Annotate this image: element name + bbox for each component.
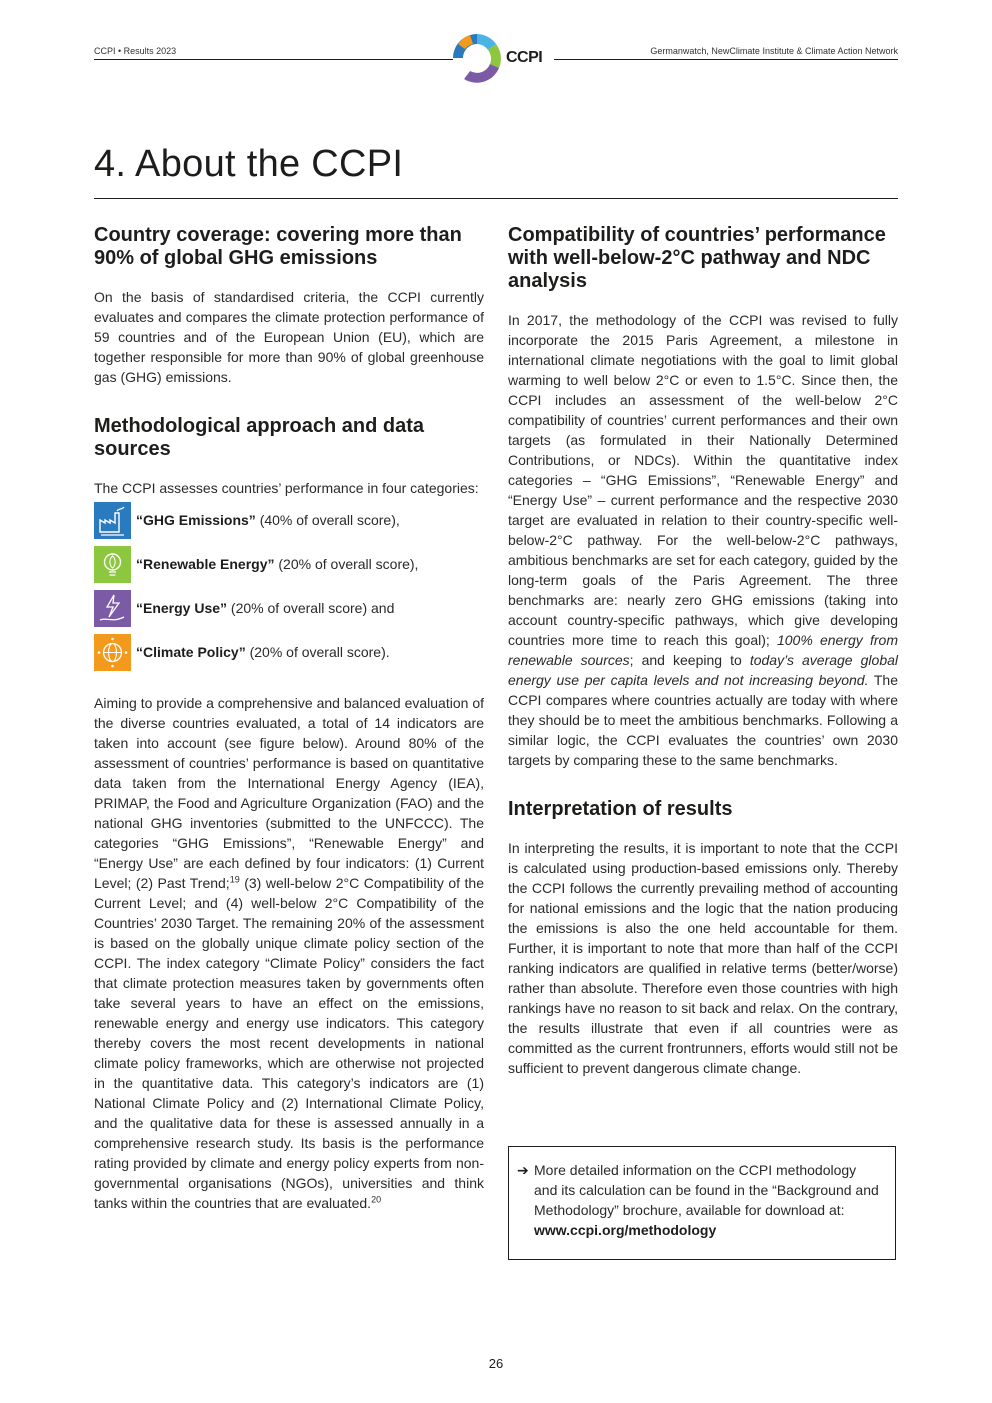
compat-paragraph: In 2017, the methodology of the CCPI was revised to fully incorporate the 2015 Paris Agreement, a milestone in international climate negotiations with the goal to limit global warming to well below 2°C or even to 1.5°C. Since then, the CCPI includes an assessment of the well-below 2°C compatibility of countries’ current performances and their own targets (as formulated in their Nationally Determined Contributions, or NDCs). Within the quantitative index categories – “GHG Emissions”, “Renewable Energy” and “Energy Use” – current performance and the respective 2030 target are evaluated in relation to their country-specific well-below-2°C pathway. For the well-below-2°C pathways, ambitious benchmarks are set for each category, guided by the long-term goals of the Paris Agreement. The three benchmarks are: nearly zero GHG emissions (taking into account country-specific pathways, which give developing countries more time to reach this goal); 100% energy from renewable sources; and keeping to today’s average global energy use per capita levels and not increasing beyond. The CCPI compares where countries actually are today with where they should be to meet the ambitious benchmarks. Following a similar logic, the CCPI evaluates the countries’ own 2030 targets by comparing these to the same benchmarks. — [508, 312, 899, 768]
category-label: “Climate Policy” (20% of overall score). — [136, 644, 390, 660]
lightbulb-leaf-icon — [94, 546, 131, 583]
globe-policy-icon — [94, 634, 131, 671]
methodology-info-box — [508, 1146, 896, 1260]
category-climate-policy — [94, 633, 484, 671]
header-rule-right — [554, 59, 898, 60]
method-heading: Methodological approach and data sources — [94, 415, 425, 460]
method-intro: The CCPI assesses countries’ performance in four categories: — [94, 480, 479, 496]
category-energy-use — [94, 589, 484, 627]
header-publishers: Germanwatch, NewClimate Institute & Climate Action Network — [650, 46, 898, 56]
methodology-link[interactable]: www.ccpi.org/methodology — [534, 1222, 717, 1238]
header-publication-label: CCPI • Results 2023 — [94, 46, 177, 56]
left-column — [94, 224, 484, 1213]
category-label: “Renewable Energy” (20% of overall score), — [136, 556, 419, 572]
right-column — [508, 224, 898, 1078]
category-ghg-emissions — [94, 501, 484, 539]
interp-heading: Interpretation of results — [508, 798, 733, 820]
compat-heading: Compatibility of countries’ performance with well-below-2°C pathway and NDC analysis — [508, 224, 886, 292]
logo-wordmark: CCPI — [506, 49, 543, 66]
title-rule — [94, 198, 898, 199]
category-list — [94, 501, 484, 671]
header-rule-left — [94, 59, 456, 60]
page-number: 26 — [488, 1356, 504, 1371]
category-renewable-energy — [94, 545, 484, 583]
aiming-paragraph: Aiming to provide a comprehensive and balanced evaluation of the diverse countries evaluated, a total of 14 indicators are taken into account (see figure below). Around 80% of the assessment of countries’ performance is based on quantitative data taken from the International Energy Agency (IEA), PRIMAP, the Food and Agriculture Organization (FAO) and the national GHG inventories (submitted to the UNFCCC). The categories “GHG Emissions”, “Renewable Energy” and “Energy Use” are each defined by four indicators: (1) Current Level; (2) Past Trend;$^{19}$ (3) well-below 2°C Compatibility of the Current Level; and (4) well-below 2°C Compatibility of the Countries’ 2030 Target. The remaining 20% of the assessment is based on the globally unique climate policy section of the CCPI. The index category “Climate Policy” considers the fact that climate protection measures taken by governments often take several years to have an effect on the emissions, renewable energy and energy use indicators. This category thereby covers the most recent developments in national climate policy frameworks, which are otherwise not projected in the quantitative data. This category’s indicators are (1) National Climate Policy and (2) International Climate Policy, and the qualitative data for these is assessed annually in a comprehensive research study. Its basis is the performance rating provided by climate and energy policy experts from non-governmental organisations (NGOs), universities and think tanks within the countries that are evaluated.$^{20}$ — [94, 695, 485, 1211]
coverage-paragraph: On the basis of standardised criteria, the CCPI currently evaluates and compares the climate protection performance of 59 countries and of the European Union (EU), which are together responsible for more than 90% of global greenhouse gas (GHG) emissions. — [94, 289, 484, 385]
page-title: 4. About the CCPI — [94, 143, 404, 185]
footnote-ref-19[interactable]: 19 — [229, 874, 240, 885]
category-label: “Energy Use” (20% of overall score) and — [136, 600, 395, 616]
arrow-right-icon: ➔ — [517, 1162, 529, 1178]
category-label: “GHG Emissions” (40% of overall score), — [136, 512, 400, 528]
factory-icon — [94, 502, 131, 539]
lightning-hand-icon — [94, 590, 131, 627]
info-text: More detailed information on the CCPI methodology and its calculation can be found in the “Background and Methodology” brochure, available for download at: www.ccpi.org/methodology — [534, 1162, 879, 1238]
ccpi-logo — [452, 30, 552, 88]
page-header — [94, 30, 898, 90]
ccpi-ring-icon — [452, 30, 502, 88]
coverage-heading: Country coverage: covering more than 90% of global GHG emissions — [94, 224, 462, 269]
footnote-ref-20[interactable]: 20 — [371, 1194, 382, 1205]
interp-paragraph: In interpreting the results, it is important to note that the CCPI is calculated using production-based emissions only. Thereby the CCPI follows the currently prevailing method of accounting for national emissions and the logic that the nation producing the emissions is also the one held accountable for them. Further, it is important to note that more than half of the CCPI ranking indicators are qualified in relative terms (better/worse) rather than absolute. Therefore even those countries with high rankings have no reason to sit back and relax. On the contrary, the results illustrate that even if all countries were as committed as the current frontrunners, efforts would still not be sufficient to prevent dangerous climate change. — [508, 840, 898, 1076]
